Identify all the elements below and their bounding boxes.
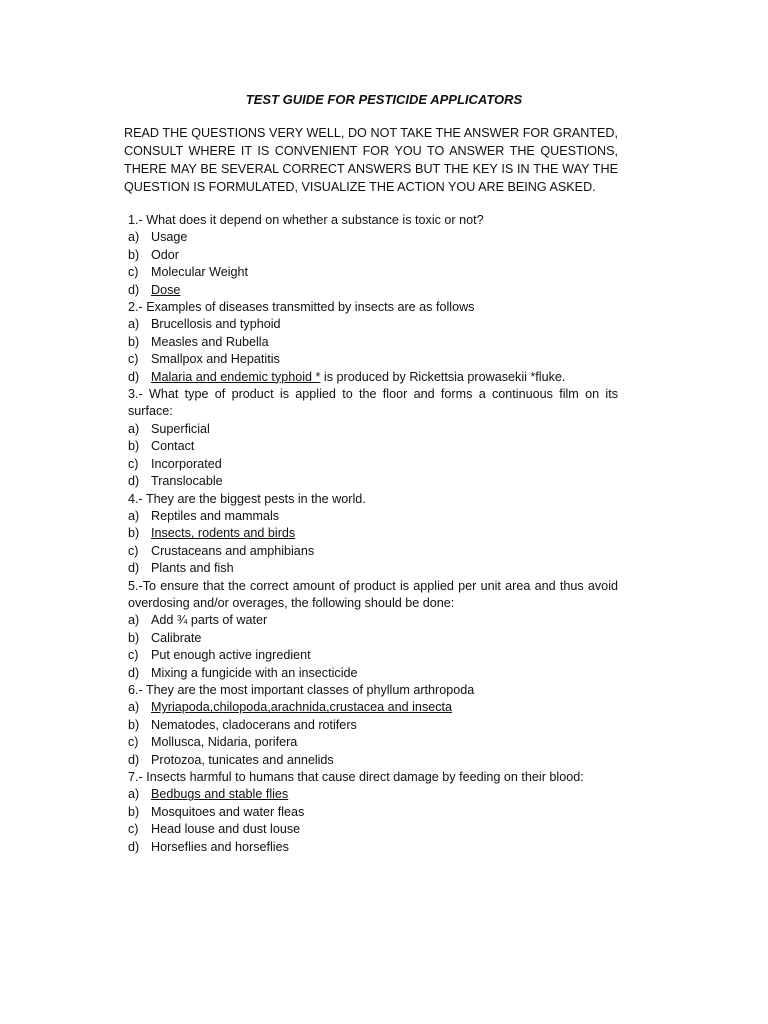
answer-option (128, 647, 618, 664)
option-body (151, 734, 297, 751)
option-letter: a) (128, 787, 140, 802)
question-list (128, 212, 618, 856)
option-body (151, 421, 210, 438)
option-letter: c) (128, 543, 139, 558)
option-text: Brucellosis and typhoid (151, 317, 281, 332)
option-text: Incorporated (151, 456, 222, 471)
answer-option (128, 438, 618, 455)
option-letter: d) (128, 752, 140, 767)
option-letter: a) (128, 508, 140, 523)
option-body (151, 665, 358, 682)
answer-option (128, 282, 618, 299)
option-body (151, 630, 201, 647)
answer-option (128, 839, 618, 856)
answer-option (128, 560, 618, 577)
option-letter: b) (128, 717, 140, 732)
option-letter: c) (128, 265, 139, 280)
option-body (151, 839, 289, 856)
option-text: Odor (151, 247, 179, 262)
option-body (151, 508, 279, 525)
option-letter: a) (128, 230, 140, 245)
option-text: Superficial (151, 421, 210, 436)
option-body (151, 334, 269, 351)
answer-option (128, 316, 618, 333)
option-letter: c) (128, 352, 139, 367)
option-letter: d) (128, 282, 140, 297)
option-body (151, 560, 234, 577)
option-body (151, 351, 280, 368)
answer-option (128, 630, 618, 647)
option-body (151, 456, 222, 473)
option-body (151, 369, 565, 386)
option-text: Contact (151, 439, 195, 454)
answer-option (128, 351, 618, 368)
option-body (151, 525, 295, 542)
option-body (151, 316, 281, 333)
option-body (151, 752, 334, 769)
option-text-marked-answer: Malaria and endemic typhoid * (151, 369, 321, 384)
option-text: Horseflies and horseflies (151, 839, 289, 854)
option-letter: c) (128, 822, 139, 837)
option-body (151, 717, 357, 734)
option-body (151, 786, 288, 803)
option-text-marked-answer: Insects, rodents and birds (151, 526, 296, 541)
option-body (151, 821, 300, 838)
question-text: 3.- What type of product is applied to the floor and forms a continuous film on its surface: (128, 387, 618, 419)
option-letter: b) (128, 247, 140, 262)
option-body (151, 247, 179, 264)
option-text: Calibrate (151, 630, 202, 645)
option-letter: a) (128, 317, 140, 332)
option-text-marked-answer: Dose (151, 282, 181, 297)
option-body (151, 229, 187, 246)
option-letter: a) (128, 613, 140, 628)
option-body (151, 438, 194, 455)
answer-option (128, 421, 618, 438)
answer-option (128, 334, 618, 351)
answer-option (128, 612, 618, 629)
answer-option (128, 508, 618, 525)
option-text: Smallpox and Hepatitis (151, 352, 280, 367)
answer-option (128, 369, 618, 386)
option-body (151, 543, 314, 560)
answer-option (128, 699, 618, 716)
answer-option (128, 247, 618, 264)
option-text-marked-answer: Bedbugs and stable flies (151, 787, 289, 802)
answer-option (128, 734, 618, 751)
option-letter: d) (128, 561, 140, 576)
option-text: Plants and fish (151, 561, 234, 576)
option-letter: c) (128, 456, 139, 471)
question-text: 4.- They are the biggest pests in the world. (128, 491, 366, 506)
option-text: Mixing a fungicide with an insecticide (151, 665, 358, 680)
option-text: Measles and Rubella (151, 334, 269, 349)
option-letter: a) (128, 421, 140, 436)
answer-option (128, 786, 618, 803)
option-letter: d) (128, 474, 140, 489)
answer-option (128, 525, 618, 542)
option-text: Reptiles and mammals (151, 508, 280, 523)
intro-paragraph: READ THE QUESTIONS VERY WELL, DO NOT TAKE THE ANSWER FOR GRANTED, CONSULT WHERE IT IS CONVENIENT FOR YOU TO ANSWER THE QUESTIONS, THERE MAY BE SEVERAL CORRECT ANSWERS BUT THE KEY IS IN THE WAY THE QUESTION IS FORMULATED, VISUALIZE THE ACTION YOU ARE BEING ASKED. (124, 126, 618, 194)
answer-option (128, 473, 618, 490)
answer-option (128, 665, 618, 682)
option-letter: b) (128, 439, 140, 454)
option-text: Add ¾ parts of water (151, 613, 268, 628)
option-letter: a) (128, 700, 140, 715)
option-letter: c) (128, 735, 139, 750)
option-body (151, 804, 304, 821)
answer-option (128, 229, 618, 246)
option-text: Molecular Weight (151, 265, 249, 280)
answer-option (128, 717, 618, 734)
option-letter: b) (128, 804, 140, 819)
question-text: 5.-To ensure that the correct amount of product is applied per unit area and thus avoid overdosing and/or overages, the following should be done: (128, 578, 618, 610)
option-text: Protozoa, tunicates and annelids (151, 752, 334, 767)
option-text: Nematodes, cladocerans and rotifers (151, 717, 357, 732)
option-body (151, 473, 223, 490)
option-letter: b) (128, 334, 140, 349)
answer-option (128, 804, 618, 821)
option-text: Crustaceans and amphibians (151, 543, 315, 558)
page-title: TEST GUIDE FOR PESTICIDE APPLICATORS (245, 92, 523, 107)
option-text: Translocable (151, 474, 223, 489)
option-body (151, 282, 180, 299)
answer-option (128, 543, 618, 560)
option-body (151, 699, 452, 716)
option-text-marked-answer: Myriapoda,chilopoda,arachnida,crustacea and insecta (151, 700, 453, 715)
question-text: 2.- Examples of diseases transmitted by insects are as follows (128, 300, 475, 315)
option-body (151, 612, 267, 629)
option-text: Mosquitoes and water fleas (151, 804, 305, 819)
option-text: Put enough active ingredient (151, 648, 311, 663)
option-letter: d) (128, 369, 140, 384)
option-note: is produced by Rickettsia prowasekii *fluke. (320, 369, 566, 384)
answer-option (128, 752, 618, 769)
question-text: 7.- Insects harmful to humans that cause direct damage by feeding on their blood: (128, 770, 584, 784)
question-text: 1.- What does it depend on whether a substance is toxic or not? (128, 213, 484, 227)
answer-option (128, 456, 618, 473)
answer-option (128, 264, 618, 281)
option-letter: b) (128, 526, 140, 541)
option-letter: c) (128, 648, 139, 663)
question-text: 6.- They are the most important classes of phyllum arthropoda (128, 682, 475, 697)
option-letter: b) (128, 630, 140, 645)
answer-option (128, 821, 618, 838)
option-body (151, 647, 311, 664)
option-text: Head louse and dust louse (151, 822, 301, 837)
option-text: Usage (151, 230, 188, 245)
option-body (151, 264, 248, 281)
option-letter: d) (128, 665, 140, 680)
option-letter: d) (128, 839, 140, 854)
option-text: Mollusca, Nidaria, porifera (151, 735, 298, 750)
